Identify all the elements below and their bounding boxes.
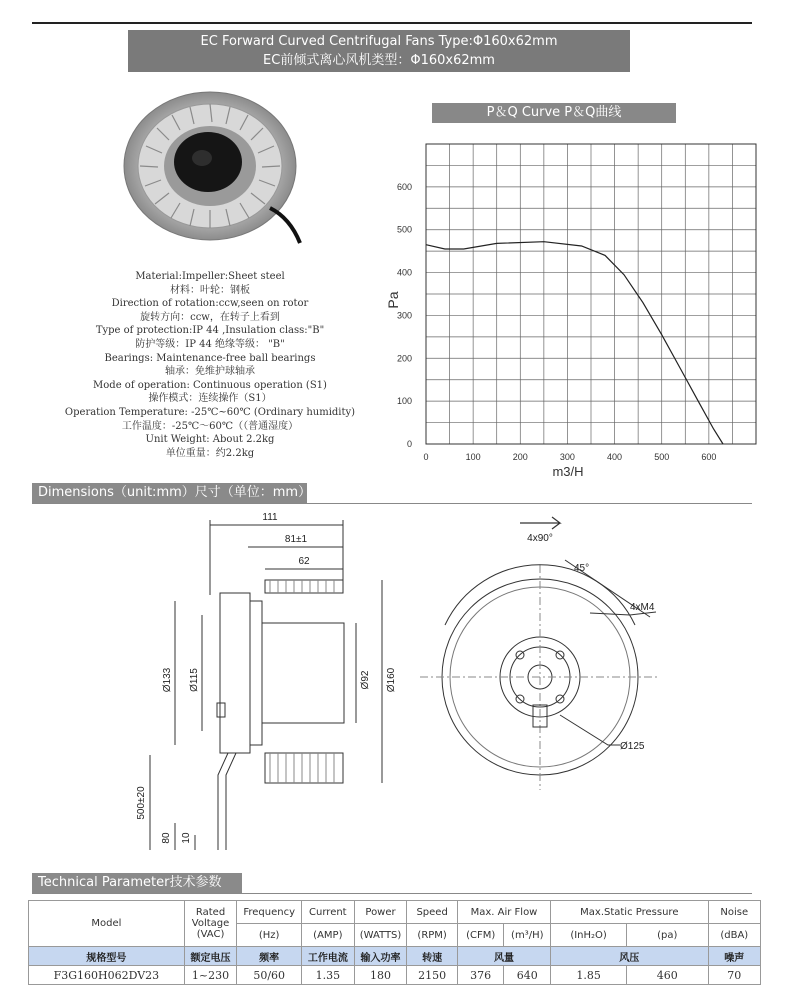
spec-line: 轴承：免维护球轴承 <box>165 366 255 378</box>
hdr-airflow: Max. Air Flow <box>457 901 550 924</box>
motor-body <box>262 623 344 723</box>
spec-line: Operation Temperature: -25℃~60℃ (Ordinary humidity) <box>64 406 356 418</box>
x-tick-label: 0 <box>423 452 429 462</box>
cn-noise: 噪声 <box>708 947 760 966</box>
val-power: 180 <box>354 966 407 985</box>
spec-line: Mode of operation: Continuous operation (S1) <box>93 379 327 391</box>
impeller-top <box>265 580 343 593</box>
connector <box>217 703 225 717</box>
cn-frequency: 频率 <box>237 947 302 966</box>
x-axis-label: m3/H <box>552 464 584 479</box>
rotor-ring <box>250 601 262 745</box>
y-tick-label: 500 <box>396 224 412 235</box>
val-model: F3G160H062DV23 <box>29 966 185 985</box>
val-m3h: 640 <box>504 966 551 985</box>
hdr-watts: (WATTS) <box>354 924 407 947</box>
hdr-speed: Speed <box>407 901 458 924</box>
title-chinese: EC前倾式离心风机类型：Φ160x62mm <box>263 53 495 68</box>
dim-92: Ø92 <box>360 670 371 690</box>
flange <box>220 593 250 753</box>
y-tick-label: 300 <box>396 310 412 321</box>
y-tick-label: 100 <box>396 396 412 407</box>
y-tick-label: 600 <box>396 181 412 192</box>
val-frequency: 50/60 <box>237 966 302 985</box>
fan-image <box>120 88 306 248</box>
y-tick-labels <box>397 182 412 449</box>
hdr-amp: (AMP) <box>302 924 355 947</box>
hdr-frequency: Frequency <box>237 901 302 924</box>
x-tick-label: 500 <box>654 452 670 462</box>
hdr-pa: (pa) <box>627 924 708 947</box>
dim-500: 500±20 <box>136 786 147 820</box>
dim-133: Ø133 <box>162 667 173 693</box>
spec-line: Type of protection:IP 44 ,Insulation class:"B" <box>95 325 325 337</box>
cn-voltage: 额定电压 <box>184 947 237 966</box>
val-inh2o: 1.85 <box>551 966 627 985</box>
params-rule <box>32 893 752 894</box>
spec-line: Material:Impeller:Sheet steel <box>135 271 285 282</box>
spec-line: 操作模式：连续操作（S1） <box>148 393 272 405</box>
spec-line: 旋转方向：ccw，在转子上看到 <box>140 311 280 323</box>
dim-160: Ø160 <box>386 667 397 693</box>
parameter-table <box>28 900 761 985</box>
spec-line: Bearings: Maintenance-free ball bearings <box>104 352 316 364</box>
pq-series-line <box>426 242 723 444</box>
dim-10: 10 <box>181 832 192 844</box>
pq-chart <box>380 128 770 483</box>
val-voltage: 1~230 <box>184 966 237 985</box>
header-row-1 <box>29 901 761 924</box>
spec-list <box>30 270 390 460</box>
hdr-noise: Noise <box>708 901 760 924</box>
hdr-m3h: (m³/H) <box>504 924 551 947</box>
hdr-power: Power <box>354 901 407 924</box>
val-noise: 70 <box>708 966 760 985</box>
dim-81: 81±1 <box>284 534 308 545</box>
y-axis-label: Pa <box>385 291 401 309</box>
dimensions-rule <box>32 503 752 504</box>
hdr-inh2o: (InH₂O) <box>551 924 627 947</box>
title-english: EC Forward Curved Centrifugal Fans Type:Φ160x62mm <box>200 34 558 49</box>
cn-model: 规格型号 <box>29 947 185 966</box>
params-title: Technical Parameter技术参数 <box>32 873 242 893</box>
x-tick-label: 300 <box>559 452 575 462</box>
x-tick-label: 600 <box>701 452 717 462</box>
cn-current: 工作电流 <box>302 947 355 966</box>
dim-62: 62 <box>298 556 310 567</box>
x-tick-label: 400 <box>607 452 623 462</box>
dimensions-title: Dimensions（unit:mm）尺寸（单位：mm） <box>32 483 307 503</box>
hdr-pressure: Max.Static Pressure <box>551 901 708 924</box>
hdr-hz: (Hz) <box>237 924 302 947</box>
val-pa: 460 <box>627 966 708 985</box>
cable-2 <box>226 753 236 850</box>
hdr-rated-voltage: Rated Voltage (VAC) <box>184 901 237 947</box>
pq-curve-label: P＆Q Curve P＆Q曲线 <box>432 103 676 123</box>
x-tick-label: 200 <box>512 452 528 462</box>
x-tick-label: 100 <box>465 452 481 462</box>
angle-4x90: 4x90° <box>527 533 553 544</box>
spec-line: Direction of rotation:ccw,seen on rotor <box>111 298 309 310</box>
angle-45: 45° <box>574 563 590 574</box>
holes-4xm4: 4xM4 <box>630 602 655 613</box>
dim-111: 111 <box>262 512 278 523</box>
hdr-model: Model <box>29 901 185 947</box>
dim-80: 80 <box>161 832 172 844</box>
spec-line: Unit Weight: About 2.2kg <box>145 434 275 446</box>
hdr-dba: (dBA) <box>708 924 760 947</box>
hdr-current: Current <box>302 901 355 924</box>
title-banner <box>128 30 630 72</box>
spec-line: 材料：叶轮：钢板 <box>170 284 250 296</box>
cn-airflow: 风量 <box>457 947 550 966</box>
x-tick-labels <box>423 452 716 462</box>
dim-115: Ø115 <box>189 668 200 692</box>
y-tick-label: 200 <box>396 353 412 364</box>
cn-power: 输入功率 <box>354 947 407 966</box>
spec-line: 工作温度：-25℃～60℃（（普通湿度） <box>121 420 299 432</box>
spec-line: 单位重量：约2.2kg <box>165 447 255 459</box>
table-row <box>29 966 761 985</box>
cn-pressure: 风压 <box>551 947 708 966</box>
spec-line: 防护等级：IP 44 绝缘等级： "B" <box>135 338 285 350</box>
hdr-rpm: (RPM) <box>407 924 458 947</box>
val-current: 1.35 <box>302 966 355 985</box>
y-tick-label: 0 <box>406 439 412 449</box>
val-cfm: 376 <box>457 966 504 985</box>
hdr-cfm: (CFM) <box>457 924 504 947</box>
chinese-header-row <box>29 947 761 966</box>
impeller-bottom <box>265 753 343 783</box>
top-rule <box>32 22 752 24</box>
cn-speed: 转速 <box>407 947 458 966</box>
dimension-drawing <box>120 505 780 875</box>
dim-125: Ø125 <box>620 741 645 752</box>
chart-grid <box>426 144 756 444</box>
val-speed: 2150 <box>407 966 458 985</box>
y-tick-label: 400 <box>396 267 412 278</box>
